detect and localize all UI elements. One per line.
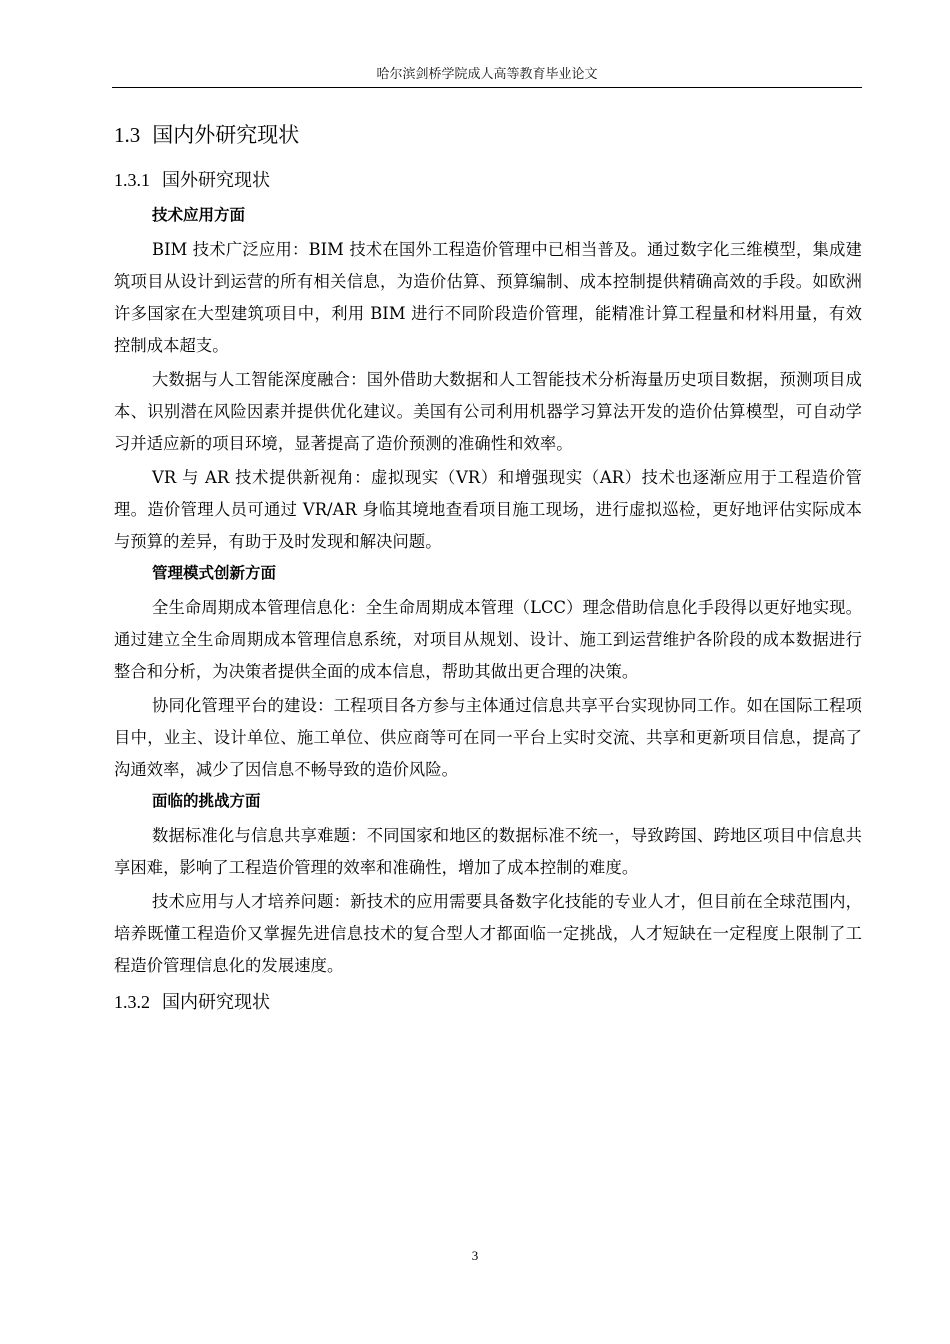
paragraph-collaboration: 协同化管理平台的建设：工程项目各方参与主体通过信息共享平台实现协同工作。如在国际工程项目中，业主、设计单位、施工单位、供应商等可在同一平台上实时交流、共享和更新项目信息，提高了沟通效率，减少了因信息不畅导致的造价风险。 — [114, 696, 862, 779]
page-number: 3 — [471, 1248, 479, 1263]
tech-heading: 技术应用方面 — [152, 206, 246, 224]
page-body — [114, 120, 862, 1022]
subsection-title: 国内研究现状 — [162, 992, 270, 1013]
subsection-number: 1.3.2 — [114, 992, 150, 1012]
section-heading — [114, 120, 862, 160]
subsection-heading-domestic — [114, 988, 862, 1022]
running-header: 哈尔滨剑桥学院成人高等教育毕业论文 — [376, 67, 598, 82]
header-divider — [112, 87, 862, 88]
paragraph-bigdata-ai: 大数据与人工智能深度融合：国外借助大数据和人工智能技术分析海量历史项目数据，预测项目成本、识别潜在风险因素并提供优化建议。美国有公司利用机器学习算法开发的造价估算模型，可自动学习并适应新的项目环境，显著提高了造价预测的准确性和效率。 — [114, 370, 862, 453]
paragraph-lcc: 全生命周期成本管理信息化：全生命周期成本管理（LCC）理念借助信息化手段得以更好地实现。通过建立全生命周期成本管理信息系统，对项目从规划、设计、施工到运营维护各阶段的成本数据进行整合和分析，为决策者提供全面的成本信息，帮助其做出更合理的决策。 — [114, 598, 862, 681]
section-number: 1.3 — [114, 123, 141, 147]
mgmt-heading: 管理模式创新方面 — [152, 564, 277, 582]
section-title: 国内外研究现状 — [152, 123, 300, 147]
subsection-title: 国外研究现状 — [162, 170, 270, 191]
challenge-heading: 面临的挑战方面 — [152, 792, 261, 810]
subsection-heading-foreign — [114, 166, 862, 200]
paragraph-data-standard: 数据标准化与信息共享难题：不同国家和地区的数据标准不统一，导致跨国、跨地区项目中信息共享困难，影响了工程造价管理的效率和准确性，增加了成本控制的难度。 — [114, 826, 862, 877]
paragraph-bim: BIM 技术广泛应用：BIM 技术在国外工程造价管理中已相当普及。通过数字化三维模型，集成建筑项目从设计到运营的所有相关信息，为造价估算、预算编制、成本控制提供精确高效的手段。如欧洲许多国家在大型建筑项目中，利用 BIM 进行不同阶段造价管理，能精准计算工程量和材料用量，有效控制成本超支。 — [114, 240, 862, 355]
paragraph-talent: 技术应用与人才培养问题：新技术的应用需要具备数字化技能的专业人才，但目前在全球范围内，培养既懂工程造价又掌握先进信息技术的复合型人才都面临一定挑战，人才短缺在一定程度上限制了工程造价管理信息化的发展速度。 — [114, 892, 862, 975]
paragraph-vr-ar: VR 与 AR 技术提供新视角：虚拟现实（VR）和增强现实（AR）技术也逐渐应用于工程造价管理。造价管理人员可通过 VR/AR 身临其境地查看项目施工现场，进行虚拟巡检，更好地评估实际成本与预算的差异，有助于及时发现和解决问题。 — [114, 468, 862, 551]
subsection-number: 1.3.1 — [114, 170, 150, 190]
